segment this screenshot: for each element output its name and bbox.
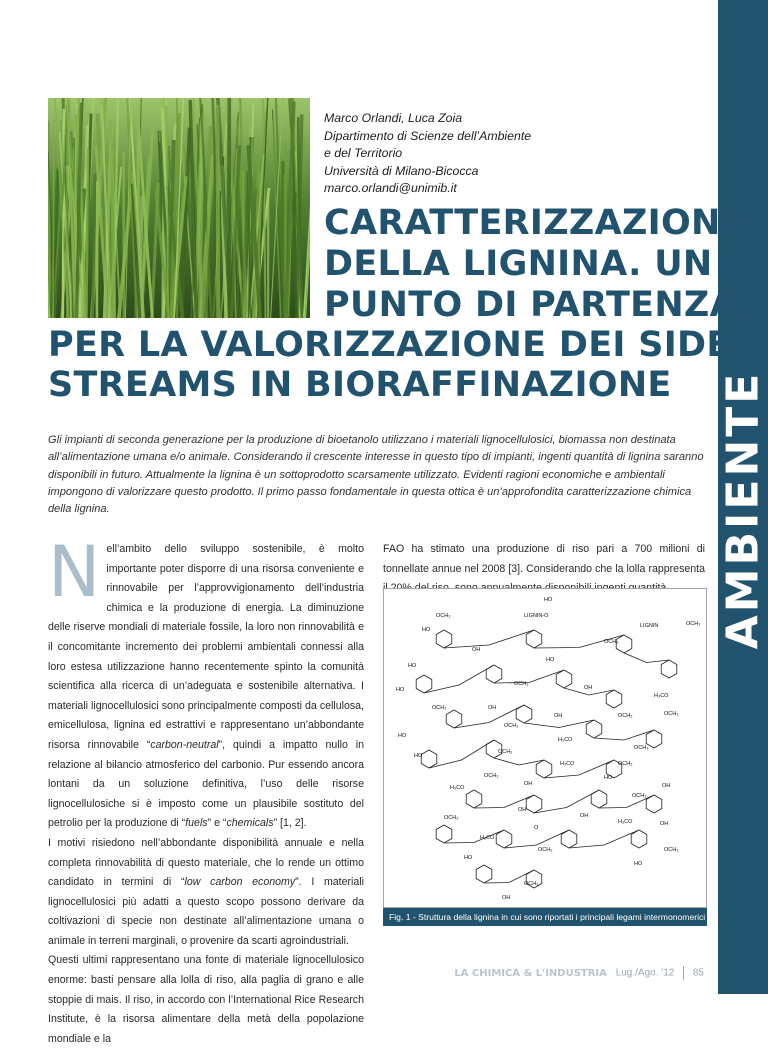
label-och3-6: OCH₃ — [664, 711, 678, 717]
label-oh-10: OH — [660, 821, 668, 827]
label-ho: HO — [422, 627, 431, 633]
title-line-3: PUNTO DI PARTENZA — [324, 287, 737, 324]
label-och3-14: OCH₃ — [538, 847, 552, 853]
cover-photo — [48, 98, 310, 318]
figure-caption: Fig. 1 - Struttura della lignina in cui sono riportati i principali legami intermonomerici — [383, 908, 707, 926]
label-ho-top: HO — [544, 597, 553, 603]
label-och3-4: OCH₃ — [504, 723, 518, 729]
label-ho-3: HO — [546, 657, 555, 663]
author-department-cont: e del Territorio — [324, 145, 531, 163]
label-ho-8: HO — [634, 861, 643, 867]
label-h3co-5: H₃CO — [618, 819, 633, 825]
section-sidebar — [718, 0, 768, 994]
label-ho-left2: HO — [396, 687, 405, 693]
label-lignin: LIGNIN — [640, 623, 658, 629]
label-o: O — [534, 825, 539, 831]
label-och3-2: OCH₃ — [514, 681, 528, 687]
label-och3-3: OCH₃ — [432, 705, 446, 711]
lignin-structure-figure — [383, 588, 707, 908]
label-och3-5: OCH₃ — [618, 713, 632, 719]
author-department: Dipartimento di Scienze dell’Ambiente — [324, 128, 531, 146]
label-oh-8: OH — [518, 807, 526, 813]
title-line-5: STREAMS IN BIORAFFINAZIONE — [48, 367, 672, 404]
author-email: marco.orlandi@unimib.it — [324, 180, 531, 198]
dropcap: N — [48, 542, 100, 602]
body-column-right: FAO ha stimato una produzione di riso pari a 700 milioni di tonnellate annue nel 2008 [3]. Considerando che la lolla rappresenta — [383, 540, 705, 599]
label-oh-9: OH — [580, 813, 588, 819]
label-oh: OH — [472, 647, 480, 653]
label-ho-7: HO — [604, 775, 613, 781]
label-h3co-3: H₃CO — [560, 761, 575, 767]
label-h3co-4: H₃CO — [450, 785, 465, 791]
label-och3-15: OCH₃ — [524, 881, 538, 887]
title-line-1: CARATTERIZZAZIONE — [324, 205, 745, 242]
issue-date: Lug./Ago. '12 — [616, 968, 675, 979]
label-oh-11: OH — [502, 895, 510, 901]
body-column-left — [48, 540, 364, 1049]
label-ho-6: HO — [414, 753, 423, 759]
page-number: 85 — [693, 968, 704, 979]
label-och3-9: OCH₃ — [634, 745, 648, 751]
abstract: Gli impianti di seconda generazione per la produzione di bioetanolo utilizzano i materiali lignocellulosici, biomassa non destinata all’alimentazione umana e/o animale. Considerando il crescente interesse in questo tipo di impianti, ingenti quantità di lignina saranno disponibili in futuro. Attualmente la lignina è un sottoprodotto scarsamente utilizzato. Evidenti ragioni economiche e ambientali impongono di valorizzare questo prodotto. Il primo passo fondamentale in questa ottica è un’approfondita caratterizzazione chimica della lignina. — [48, 432, 708, 518]
page-footer — [454, 966, 704, 980]
label-och3-right: OCH₃ — [686, 621, 700, 627]
label-ho-5: HO — [398, 733, 407, 739]
author-names: Marco Orlandi, Luca Zoia — [324, 110, 531, 128]
paragraph-2: I motivi risiedono nell’abbondante disponibilità annuale e nella completa rinnovabilità di questo materiale, che lo rende un ottimo candidato in termini di “low carbon economy”. I materiali lignocellulosici più adatti a questo scopo possono derivare da coltivazioni di specie non destinate all’alimentazione umana o animale in terreni marginali, o provenire da scarti agroindustriali. — [48, 834, 364, 952]
label-ho-9: HO — [464, 855, 473, 861]
title-line-4: PER LA VALORIZZAZIONE DEI SIDE- — [48, 327, 745, 364]
label-och3-8: OCH₃ — [618, 761, 632, 767]
label-och3-mid: OCH₃ — [604, 639, 618, 645]
label-och3-11: OCH₃ — [632, 793, 646, 799]
label-och3-13: OCH₃ — [664, 847, 678, 853]
author-block — [324, 110, 531, 198]
label-lignin-o: LIGNIN-O — [524, 613, 549, 619]
label-oh-7: OH — [662, 783, 670, 789]
title-line-2: DELLA LIGNINA. UN — [324, 246, 713, 283]
label-h3co-2: H₃CO — [558, 737, 573, 743]
label-oh-4: OH — [488, 705, 496, 711]
footer-divider — [683, 966, 684, 980]
paragraph-3: Questi ultimi rappresentano una fonte di materiale lignocellulosico enorme: basti pensare alla lolla di riso, alla paglia di grano e alle stoppie di mais. Il riso, in accordo con l’International Rice Research Institute, è la risorsa alimentare della metà della popolazione mondiale e la — [48, 951, 364, 1049]
journal-logo: LA CHIMICA & L'INDUSTRIA — [454, 968, 607, 979]
label-och3-12: OCH₃ — [444, 815, 458, 821]
label-och3-7: OCH₃ — [498, 749, 512, 755]
label-h3co: H₃CO — [654, 693, 669, 699]
label-ho-left: HO — [408, 663, 417, 669]
label-oh-6: OH — [524, 781, 532, 787]
section-label: AMBIENTE — [718, 371, 768, 650]
label-och3-10: OCH₃ — [484, 773, 498, 779]
paragraph-1: Nell’ambito dello sviluppo sostenibile, è molto importante poter disporre di una risorsa conveniente e rinnovabile per l’approvvigionamento dell’industria chimica e la produzione di energia. La diminuzione delle riserve mondiali di materiale fossile, la loro non rinnovabilità e il concomitante incremento dei problemi ambientali connessi alla loro estesa utilizzazione hanno recentemente spinto la comunità scientifica alla ricerca di un’adeguata e sostenibile alternativa. I materiali lignocellulosici sono principalmente composti da cellulosa, emicellulosa, lignina ed estrattivi e rappresentano un’abbondante risorsa rinnovabile “carbon-neutral”, quindi a impatto nullo in relazione al bilancio atmosferico del carbonio. Pur essendo ancora lontani da un soluzione definitiva, l’uso delle risorse lignocellulosiche si è imposto come un plausibile sostituto del petrolio per la produzione di “fuels” e “chemicals” [1, 2]. — [48, 540, 364, 834]
label-oh-5: OH — [554, 713, 562, 719]
author-university: Università di Milano-Bicocca — [324, 163, 531, 181]
label-oh-3: OH — [584, 685, 592, 691]
label-och3: OCH₃ — [436, 613, 450, 619]
label-h3co-6: H₃CO — [480, 835, 495, 841]
